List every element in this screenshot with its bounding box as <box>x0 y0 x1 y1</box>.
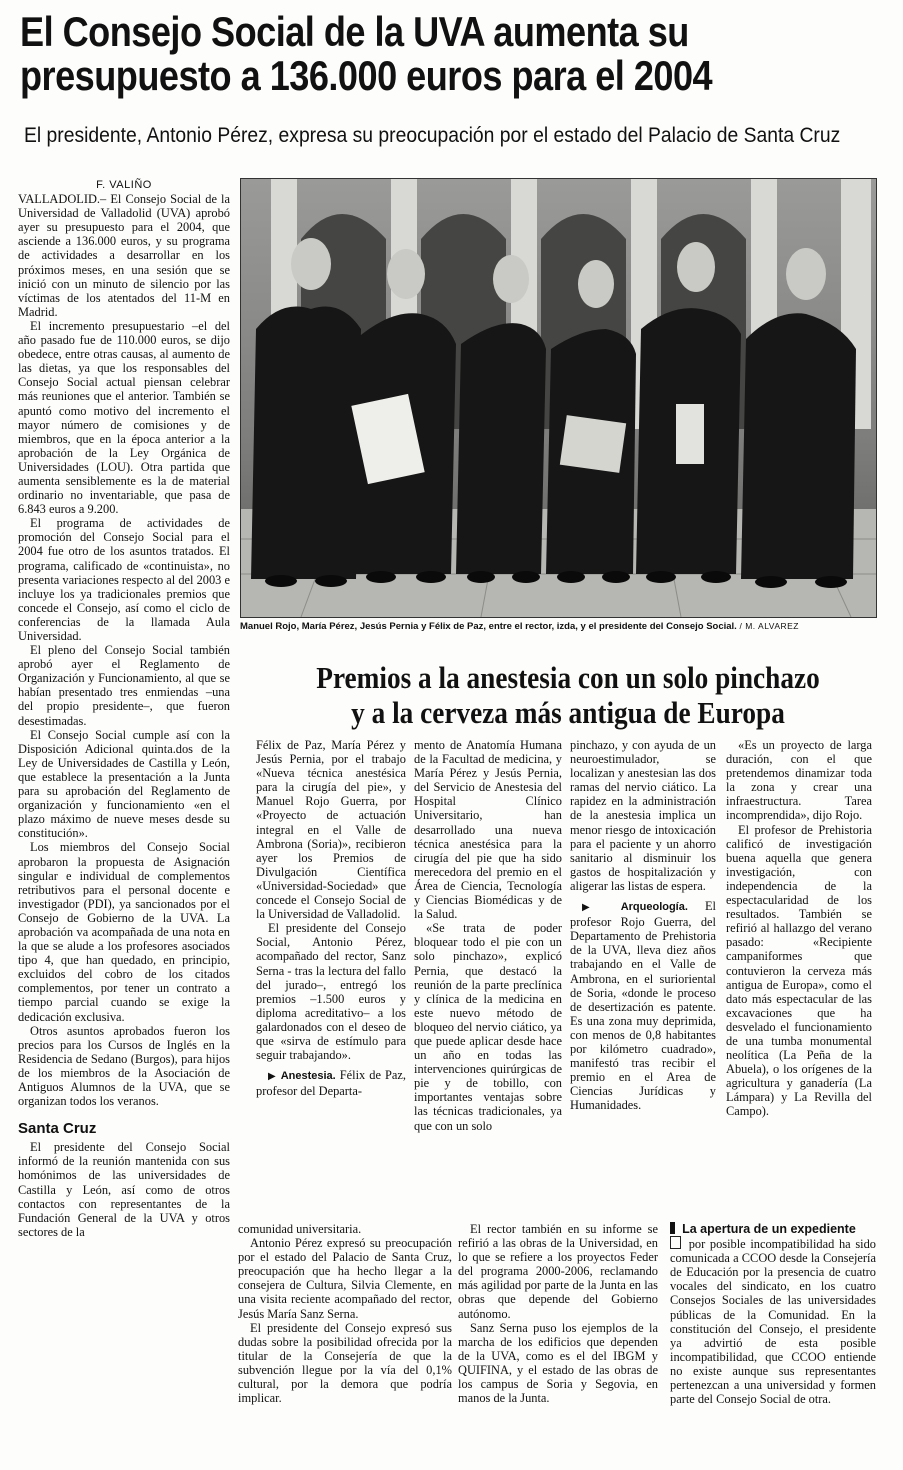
section-paragraph: El presidente del Consejo Social informó de la reunión mantenida con sus homónimos de las universidades de Castilla y León, así como de otros contactos con representantes de la Fundación General de la UVA y otros sectores de la <box>18 1140 230 1239</box>
headline-line-1: El Consejo Social de la UVA aumenta su <box>20 8 689 55</box>
headline-line-2: presupuesto a 136.000 euros para el 2004 <box>20 52 713 99</box>
main-paragraph-5: El Consejo Social cumple así con la Disposición Adicional quinta.dos de la Ley de Universidades de Castilla y León, que establece la presentación a la Junta para su aprobación del Reglamento de organización y funcionamiento «en el plazo máximo de nueve meses desde su constitución». <box>18 727 230 841</box>
main-paragraph-6: Los miembros del Consejo Social aprobaron la propuesta de Asignación singular e individual de complementos retributivos para el personal docente e investigador (PDI), ya sancionados por el Consejo de Gobierno de la UVA. La aprobación va acompañada de una nota en la que se alude a los profesores asociados tipo 4, que han quedado, en principio, excluidos del cobro de los citados complementos, por tener un contrato a tiempo parcial cuando se exige la dedicación exclusiva. <box>18 840 230 1024</box>
headline <box>20 10 768 98</box>
photo-credit: / M. ALVAREZ <box>739 621 800 631</box>
main-article-column <box>18 178 230 1239</box>
continuation-paragraph-4: El rector también en su informe se refirió a las obras de la Universidad, en lo que se refiere a los proyectos Feder del programa 2000-2006, reclamando más agilidad por parte de la Junta en las obras que depende del Gobierno autónomo. <box>458 1222 658 1321</box>
sidebar-box <box>670 1222 876 1406</box>
subheadline: El presidente, Antonio Pérez, expresa su preocupación por el estado del Palacio de Santa Cruz <box>24 124 841 147</box>
main-paragraph-1: VALLADOLID.– El Consejo Social de la Universidad de Valladolid (UVA) aprobó ayer su presupuesto para el 2004, que asciende a 136.000 euros, y su programa de actividades a desarrollar en los próximos meses, en una sesión que se inició con un minuto de silencio por las víctimas de los atentados del 11-M en Madrid. <box>18 192 230 319</box>
continuation-paragraph-1: comunidad universitaria. <box>238 1222 362 1236</box>
main-paragraph-2: El incremento presupuestario –el del año pasado fue de 110.000 euros, se dijo obedece, entre otras causas, al aumento de las dietas, ya que los responsables del Consejo Social actual piensan celebrar más reuniones que el anterior. También se apuntó como motivo del incremento el mayor número de comisiones y de miembros, que en la época anterior a la aprobación de la Ley Orgánica de Universidades (LOU). Otra partida que aumenta sensiblemente es la de material ordinario no inventariable, que pasa de 6.843 euros a 9.200. <box>18 318 230 517</box>
second-headline <box>286 660 849 730</box>
sidebar-title-row <box>670 1222 876 1236</box>
main-paragraph-7: Otros asuntos aprobados fueron los precios para los Cursos de Inglés en la Residencia de Sedano (Burgos), para hijos de los miembros de la Asociación de Antiguos Alumnos de la UVA, que se organizan todos los veranos. <box>18 1023 230 1109</box>
box-icon <box>670 1236 681 1249</box>
second-col1-lead <box>256 1068 406 1098</box>
continuation-column-2 <box>458 1222 658 1405</box>
arqueologia-text: El profesor Rojo Guerra, del Departamento de Prehistoria de la UVA, lleva diez años trabajando en el Valle de Ambrona, en el surioriental de Soria, «donde le proceso de desertización es patente. Es una zona muy deprimida, con menos de 0,8 habitantes por kilómetro cuadrado», manifestó tras recibir el premio en el Area de Ciencias Jurídicas y Humanidades. <box>570 899 716 1113</box>
main-paragraph-4: El pleno del Consejo Social también aprobó ayer el Reglamento de Organización y Funcionamiento, al que se habían presentado tres enmiendas –una del propio presidente–, que fueron desestimadas. <box>18 643 230 728</box>
arrow-icon: ▶ <box>268 1071 277 1083</box>
anestesia-text: Félix de Paz, profesor del Departa- <box>256 1068 406 1099</box>
second-headline-line-2: y a la cerveza más antigua de Europa <box>351 695 785 730</box>
photo-caption <box>240 621 880 632</box>
byline: F. VALIÑO <box>96 179 152 191</box>
sidebar-title: La apertura de un expediente <box>682 1222 856 1236</box>
arqueologia-label: Arqueología. <box>620 901 688 914</box>
bullet-bar-icon <box>670 1222 675 1234</box>
second-col4-paragraph-1: «Es un proyecto de larga duración, con el que pretendemos dinamizar toda la zona y crear una infraestructura. Tarea incomprendida», dijo Rojo. <box>726 738 872 823</box>
continuation-paragraph-2: Antonio Pérez expresó su preocupación por el estado del Palacio de Santa Cruz, preocupación que ha hecho llegar a la consejera de Cultura, Silvia Clemente, en una visita reciente acompañado del rector, Jesús María Sanz Serna. <box>238 1236 452 1321</box>
group-photo <box>240 178 877 618</box>
second-article-column-1 <box>256 738 406 1098</box>
second-col2-paragraph-2: «Se trata de poder bloquear todo el pie con un solo pinchazo», explicó Pernia, que destacó la reunión de la parte preclínica y clínica de la medicina en este nuevo método de bloqueo del nervio ciático, ya que puede aplicar desde hace un año en todas las intervenciones quirúrgicas de pie y de tobillo, con importantes ventajas sobre las técnicas tradicionales, ya que con un solo <box>414 921 562 1133</box>
continuation-column-1 <box>238 1222 452 1405</box>
second-col1-paragraph-1: Félix de Paz, María Pérez y Jesús Pernia, por el trabajo «Nueva técnica anestésica para la cirugía del pie», y Manuel Rojo Guerra, por «Proyecto de actuación integral en el Valle de Ambrona (Soria)», recibieron ayer los Premios de Divulgación Científica «Universidad-Sociedad» que concede el Consejo Social de la Universidad de Valladolid. <box>256 738 406 922</box>
arrow-icon: ▶ <box>582 902 604 914</box>
second-article-column-2 <box>414 738 562 1133</box>
group-photo-image <box>241 179 876 617</box>
continuation-paragraph-5: Sanz Serna puso los ejemplos de la marcha de los edificios que dependen de la UVA, como es el del IBGM y QUIFINA, y el estado de las obras de los campus de Soria y Segovia, en manos de la Junta. <box>458 1320 658 1406</box>
anestesia-label: Anestesia. <box>280 1070 336 1083</box>
second-article-column-4 <box>726 738 872 1119</box>
second-article-column-3 <box>570 738 716 1112</box>
second-col4-paragraph-2: El profesor de Prehistoria calificó de investigación buena aquella que genera investigación, con independencia de la espectacularidad de los resultados. También se refirió al hallazgo del verano pasado: «Recipiente campaniformes que contuvieron la cerveza más antigua de Europa», como el dato más espectacular de las excavaciones que ha desvelado el funcionamiento de una tumba monumental neolítica (La Peña de la Abuela), o los orígenes de la agricultura y ganadería (La Lámpara) y La Revilla del Campo). <box>726 822 872 1119</box>
second-col1-paragraph-2: El presidente del Consejo Social, Antonio Pérez, acompañado del rector, Sanz Serna - tras la lectura del fallo del jurado–, entregó los premios –1.500 euros y diploma acreditativo– a los galardonados con el deseo de que «sirva de estímulo para seguir trabajando». <box>256 921 406 1063</box>
second-col2-paragraph-1: mento de Anatomía Humana de la Facultad de medicina, y María Pérez y Jesús Pernia, del Servicio de Anestesia del Hospital Clínico Universitario, han desarrollado una nueva técnica anestésica para la cirugía del pie que ha sido merecedora del premio en el Área de Ciencia, Tecnología y Ciencias Biomédicas y de la Salud. <box>414 738 562 922</box>
second-col3-paragraph-1: pinchazo, y con ayuda de un neuroestimulador, se localizan y anestesian las dos ramas del nervio ciático. La rapidez en la administración de la anestesia implica un menor riesgo de intoxicación para el paciente y un ahorro sanitario al disminuir los gastos de hospitalización y aligerar las listas de espera. <box>570 738 716 893</box>
sidebar-text-row <box>670 1236 876 1406</box>
second-headline-line-1: Premios a la anestesia con un solo pinchazo <box>316 660 820 695</box>
photo-caption-text: Manuel Rojo, María Pérez, Jesús Pernia y Félix de Paz, entre el rector, izda, y el presidente del Consejo Social. <box>240 621 737 632</box>
sidebar-text: por posible incompatibilidad ha sido comunicada a CCOO desde la Consejería de Educación por la presencia de cuatro vocales del sindicato, en los cuatro Consejos Sociales de las universidades públicas de la Comunidad. En la constitución del Consejo, el presidente ya advirtió de esta posible incompatibilidad, que CCOO entiende no existe aunque sus representantes pertenezcan a una universidad y formen parte del Consejo Social de otra. <box>670 1237 877 1407</box>
continuation-paragraph-3: El presidente del Consejo expresó sus dudas sobre la posibilidad ofrecida por la titular de la Consejería de que la subvención llegue por la vía del 0,1% cultural, por la demora que podría implicar. <box>238 1320 452 1406</box>
main-paragraph-3: El programa de actividades de promoción del Consejo Social para el 2004 fue otro de los asuntos tratados. El programa, calificado de «continuista», no presenta variaciones respecto al del 2003 e incluye los ya tradicionales premios que concede el Consejo, así como el ciclo de conferencias de la llamada Aula Universidad. <box>18 516 230 643</box>
section-title: Santa Cruz <box>18 1120 97 1138</box>
second-col3-lead <box>570 899 716 1112</box>
